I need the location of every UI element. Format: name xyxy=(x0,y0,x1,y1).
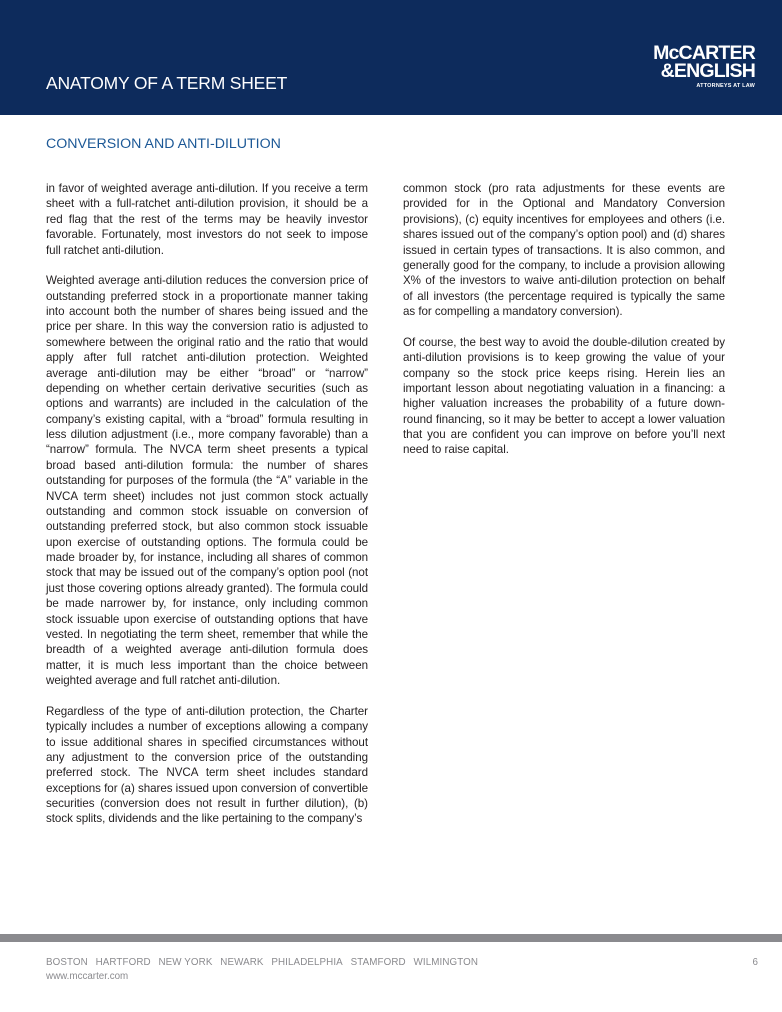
office-city: WILMINGTON xyxy=(413,957,479,968)
logo-line-1: McCARTER xyxy=(653,42,755,64)
right-column xyxy=(403,181,725,473)
section-title: CONVERSION AND ANTI-DILUTION xyxy=(46,136,281,152)
office-city: NEW YORK xyxy=(158,957,213,968)
paragraph: common stock (pro rata adjustments for these events are provided for in the Optional and Mandatory Conversion provisions), (c) equity incentives for employees and others (i.e. shares issued out of the company’s option pool) and (d) shares issued in certain types of transactions. It is also common, and generally good for the company, to include a provision allowing X% of the investors to waive anti-dilution protection on behalf of all investors (the percentage required is typically the same as for compelling a mandatory conversion). xyxy=(403,182,725,318)
office-city: NEWARK xyxy=(220,957,264,968)
page-header xyxy=(0,0,782,115)
document-title: ANATOMY OF A TERM SHEET xyxy=(46,73,288,93)
paragraph: Regardless of the type of anti-dilution protection, the Charter typically includes a number of exceptions allowing a company to issue additional shares in specified circumstances without any adjustment to the conversion price of the outstanding preferred stock. The NVCA term sheet includes standard exceptions for (a) shares issued upon conversion of convertible securities (conversion does not result in further dilution), (b) stock splits, dividends and the like pertaining to the company’s xyxy=(46,704,368,826)
website-link[interactable]: www.mccarter.com xyxy=(46,971,129,982)
office-locations xyxy=(46,957,483,968)
office-city: PHILADELPHIA xyxy=(271,957,343,968)
logo-tagline: ATTORNEYS AT LAW xyxy=(696,83,755,89)
firm-logo xyxy=(653,44,755,89)
office-city: STAMFORD xyxy=(350,957,406,968)
left-column xyxy=(46,181,368,842)
office-city: HARTFORD xyxy=(95,957,151,968)
footer-divider xyxy=(0,934,782,942)
logo-line-2: &ENGLISH xyxy=(660,60,755,82)
paragraph: in favor of weighted average anti-dilution. If you receive a term sheet with a full-ratchet anti-dilution provision, it should be a red flag that the rest of the terms may be heavily investor favorable. Fortunately, most investors do not seek to impose full ratchet anti-dilution. xyxy=(46,182,368,257)
page-number: 6 xyxy=(752,957,758,968)
paragraph: Of course, the best way to avoid the double-dilution created by anti-dilution provisions is to keep growing the value of your company so the stock price keeps rising. Herein lies an important lesson about negotiating valuation in a financing: a higher valuation increases the probability of a future down-round financing, so it may be better to accept a lower valuation that you are confident you can improve on before you’ll next need to raise capital. xyxy=(403,335,725,457)
paragraph: Weighted average anti-dilution reduces the conversion price of outstanding preferred stock in a proportionate manner taking into account both the number of shares being issued and the price per share. In this way the conversion ratio is adjusted to somewhere between the original ratio and the ratio that would apply after full ratchet anti-dilution protection. Weighted average anti-dilution may be either “broad” or “narrow” depending on whether certain derivative securities (such as options and warrants) are included in the calculation of the company’s existing capital, with a “broad” formula resulting in less dilution adjustment (i.e., more company favorable) than a “narrow” formula. The NVCA term sheet presents a typical broad based anti-dilution formula: the number of shares outstanding for purposes of the formula (the “A” variable in the NVCA term sheet) includes not just common stock actually outstanding and common stock issuable on conversion of outstanding preferred stock, but also common stock issuable upon exercise of outstanding options. The formula could be made broader by, for instance, including all shares of common stock that may be issued out of the company’s option pool (not just those covering options already granted). The formula could be made narrower by, for instance, only including common stock issuable upon exercise of outstanding options that have vested. In negotiating the term sheet, remember that while the breadth of a weighted average anti-dilution formula does matter, it is much less important than the choice between weighted average and full ratchet anti-dilution. xyxy=(46,274,368,687)
office-city: BOSTON xyxy=(46,957,88,968)
